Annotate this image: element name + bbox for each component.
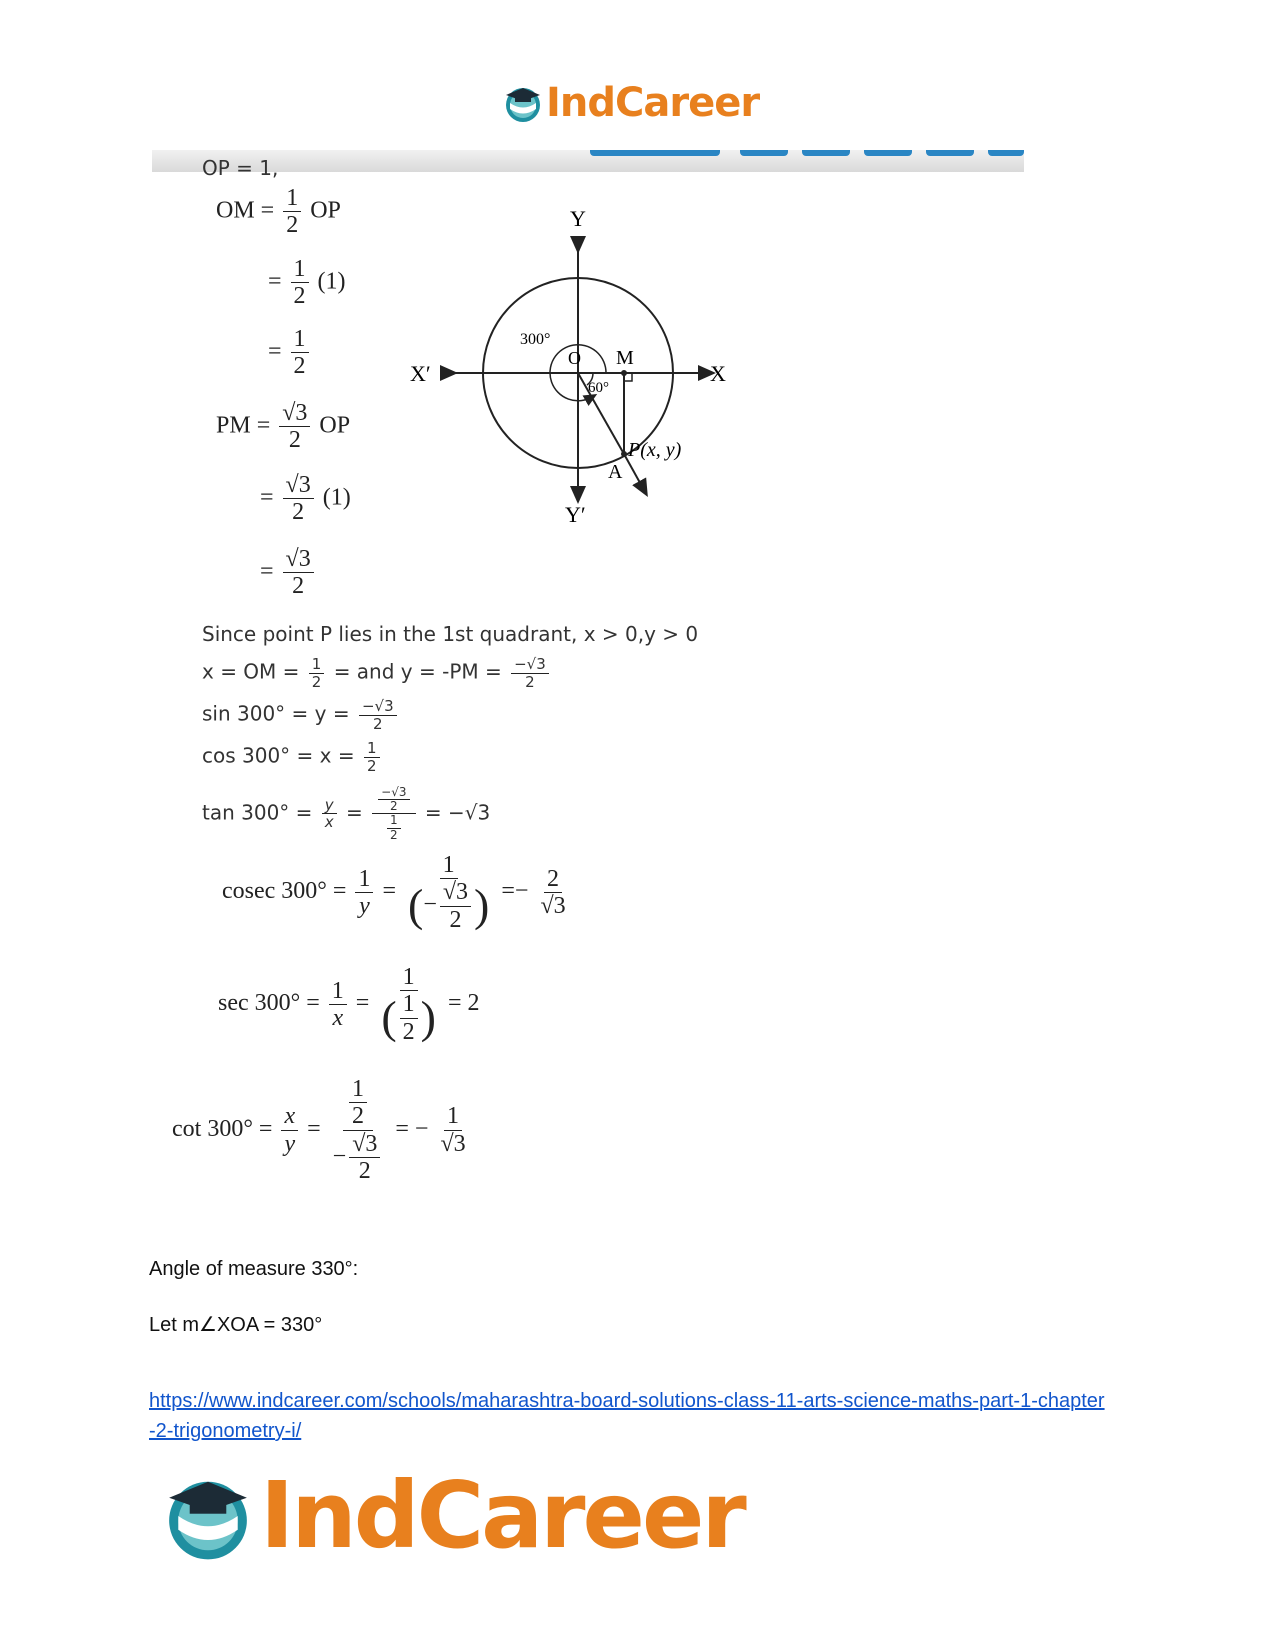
quadrant-line: Since point P lies in the 1st quadrant, x > 0,y > 0 — [202, 622, 699, 646]
point-p — [621, 451, 627, 457]
om-step-2: = $\frac{1}{2}$ (1) — [268, 256, 346, 310]
cos-line: cos 300° = x = $\frac{1}{2}$ — [202, 740, 383, 774]
pm-step-1: PM = $\frac{√3}{2}$ OP — [216, 400, 351, 454]
label-x: X — [710, 361, 726, 386]
logo-text: IndCareer — [260, 1462, 744, 1569]
scan-tab — [590, 150, 720, 156]
scan-tab — [864, 150, 912, 156]
sec-line: sec 300° = $\frac{1}{x}$ = 1 ( $\frac{1}{2}$ ) = 2 — [218, 964, 480, 1045]
label-a: A — [608, 461, 623, 483]
om-step-3: = $\frac{1}{2}$ — [268, 326, 312, 380]
om-step-1: OM = $\frac{1}{2}$ OP — [216, 185, 341, 239]
footer-logo[interactable] — [160, 1462, 744, 1569]
scan-tab — [988, 150, 1024, 156]
label-angle-60: 60° — [588, 380, 609, 396]
point-m — [621, 370, 627, 376]
source-link[interactable]: https://www.indcareer.com/schools/maharashtra-board-solutions-class-11-arts-science-maths-part-1-chapter-2-trigonometry-i/ — [149, 1390, 1105, 1442]
sin-line: sin 300° = y = $\frac{-√3}{2}$ — [202, 698, 400, 732]
label-x-prime: X′ — [410, 361, 431, 386]
angle-heading: Angle of measure 330°: — [149, 1258, 359, 1280]
unit-circle-diagram — [410, 206, 740, 536]
pm-step-2: = $\frac{√3}{2}$ (1) — [260, 472, 351, 526]
xy-line: x = OM = $\frac{1}{2}$ = and y = -PM = $\frac{-√3}{2}$ — [202, 656, 552, 690]
label-y-prime: Y′ — [565, 502, 586, 527]
graduation-cap-globe-icon — [502, 82, 544, 124]
label-m: M — [616, 347, 634, 369]
let-line: Let m∠XOA = 330° — [149, 1314, 323, 1336]
tan-line: tan 300° = $\frac{y}{x}$ = $\frac{\frac{-√3}{2}}{\frac{1}{2}}$ = −√3 — [202, 785, 491, 842]
pm-step-3: = $\frac{√3}{2}$ — [260, 546, 317, 600]
logo-text: IndCareer — [546, 80, 760, 126]
graduation-cap-globe-icon — [160, 1468, 256, 1564]
header-logo[interactable] — [502, 80, 759, 126]
label-o: O — [568, 348, 581, 368]
scan-tab — [802, 150, 850, 156]
cosec-line: cosec 300° = $\frac{1}{y}$ = 1 (− $\frac{√3}{2}$ ) =− $\frac{2}{√3}$ — [222, 852, 566, 933]
label-p: P(x, y) — [628, 439, 682, 461]
scan-tab — [926, 150, 974, 156]
op-line: OP = 1, — [202, 156, 279, 180]
label-angle-300: 300° — [520, 331, 551, 348]
label-y: Y — [570, 206, 586, 231]
scan-tab — [740, 150, 788, 156]
cot-line: cot 300° = $\frac{x}{y}$ = $\frac{1}{2}$ − $\frac{√3}{2}$ = − $\frac{1}{√3}$ — [172, 1076, 466, 1185]
